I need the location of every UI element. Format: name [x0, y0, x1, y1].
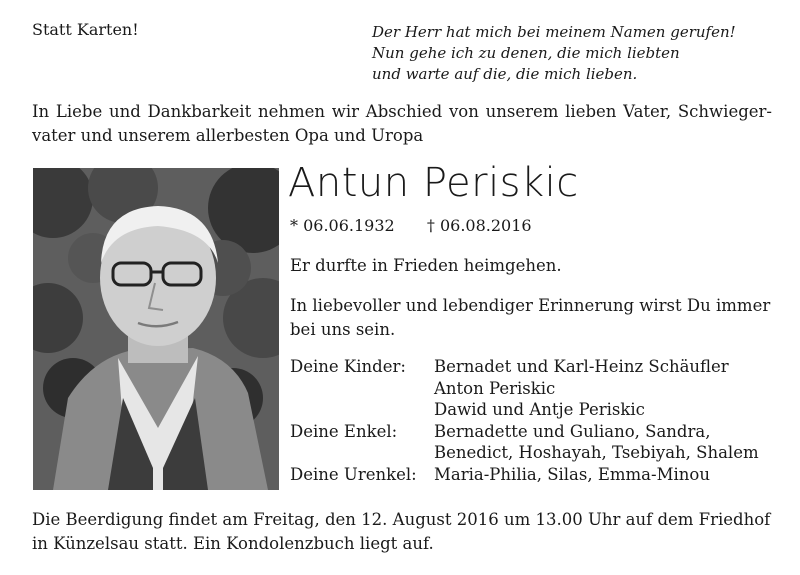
family-label: Deine Enkel: [290, 421, 398, 441]
verse-line: und warte auf die, die mich lieben. [372, 65, 638, 83]
family-group-children [290, 356, 759, 421]
family-name: Bernadette und Guliano, Sandra, [434, 421, 711, 441]
portrait-image [33, 168, 279, 490]
portrait-photo [33, 168, 279, 490]
verse-line: Nun gehe ich zu denen, die mich liebten [372, 44, 680, 62]
deceased-name: Antun Periskic [288, 160, 579, 206]
memory-line: bei uns sein. [290, 320, 396, 339]
intro-line: In Liebe und Dankbarkeit nehmen wir Abschied von unserem lieben Vater, Schwieger- [32, 102, 772, 121]
family-group-great-grandchildren [290, 464, 759, 486]
statt-karten-note: Statt Karten! [32, 20, 139, 39]
family-name: Bernadet und Karl-Heinz Schäufler [434, 357, 729, 376]
family-name: Maria-Philia, Silas, Emma-Minou [434, 464, 710, 484]
verse-line: Der Herr hat mich bei meinem Namen gerufen! [372, 23, 736, 41]
bible-verse [372, 22, 736, 85]
family-list [290, 356, 759, 485]
rest-text: Er durfte in Frieden heimgehen. [290, 256, 562, 275]
family-group-grandchildren [290, 421, 759, 464]
birth-date: * 06.06.1932 [290, 216, 395, 235]
life-dates [290, 216, 532, 235]
funeral-line: Die Beerdigung findet am Freitag, den 12. August 2016 um 13.00 Uhr auf dem Friedhof [32, 510, 771, 529]
intro-text [32, 100, 772, 148]
funeral-line: in Künzelsau statt. Ein Kondolenzbuch liegt auf. [32, 534, 434, 553]
memory-line: In liebevoller und lebendiger Erinnerung wirst Du immer [290, 296, 771, 315]
funeral-notice [32, 508, 772, 556]
family-label: Deine Kinder: [290, 357, 406, 376]
death-date: † 06.08.2016 [426, 216, 532, 235]
family-name: Benedict, Hoshayah, Tsebiyah, Shalem [434, 443, 759, 462]
family-name: Dawid und Antje Periskic [434, 400, 645, 419]
memory-text [290, 294, 780, 342]
family-name: Anton Periskic [434, 378, 556, 398]
family-label: Deine Urenkel: [290, 464, 417, 484]
intro-line: vater und unserem allerbesten Opa und Uropa [32, 126, 424, 145]
